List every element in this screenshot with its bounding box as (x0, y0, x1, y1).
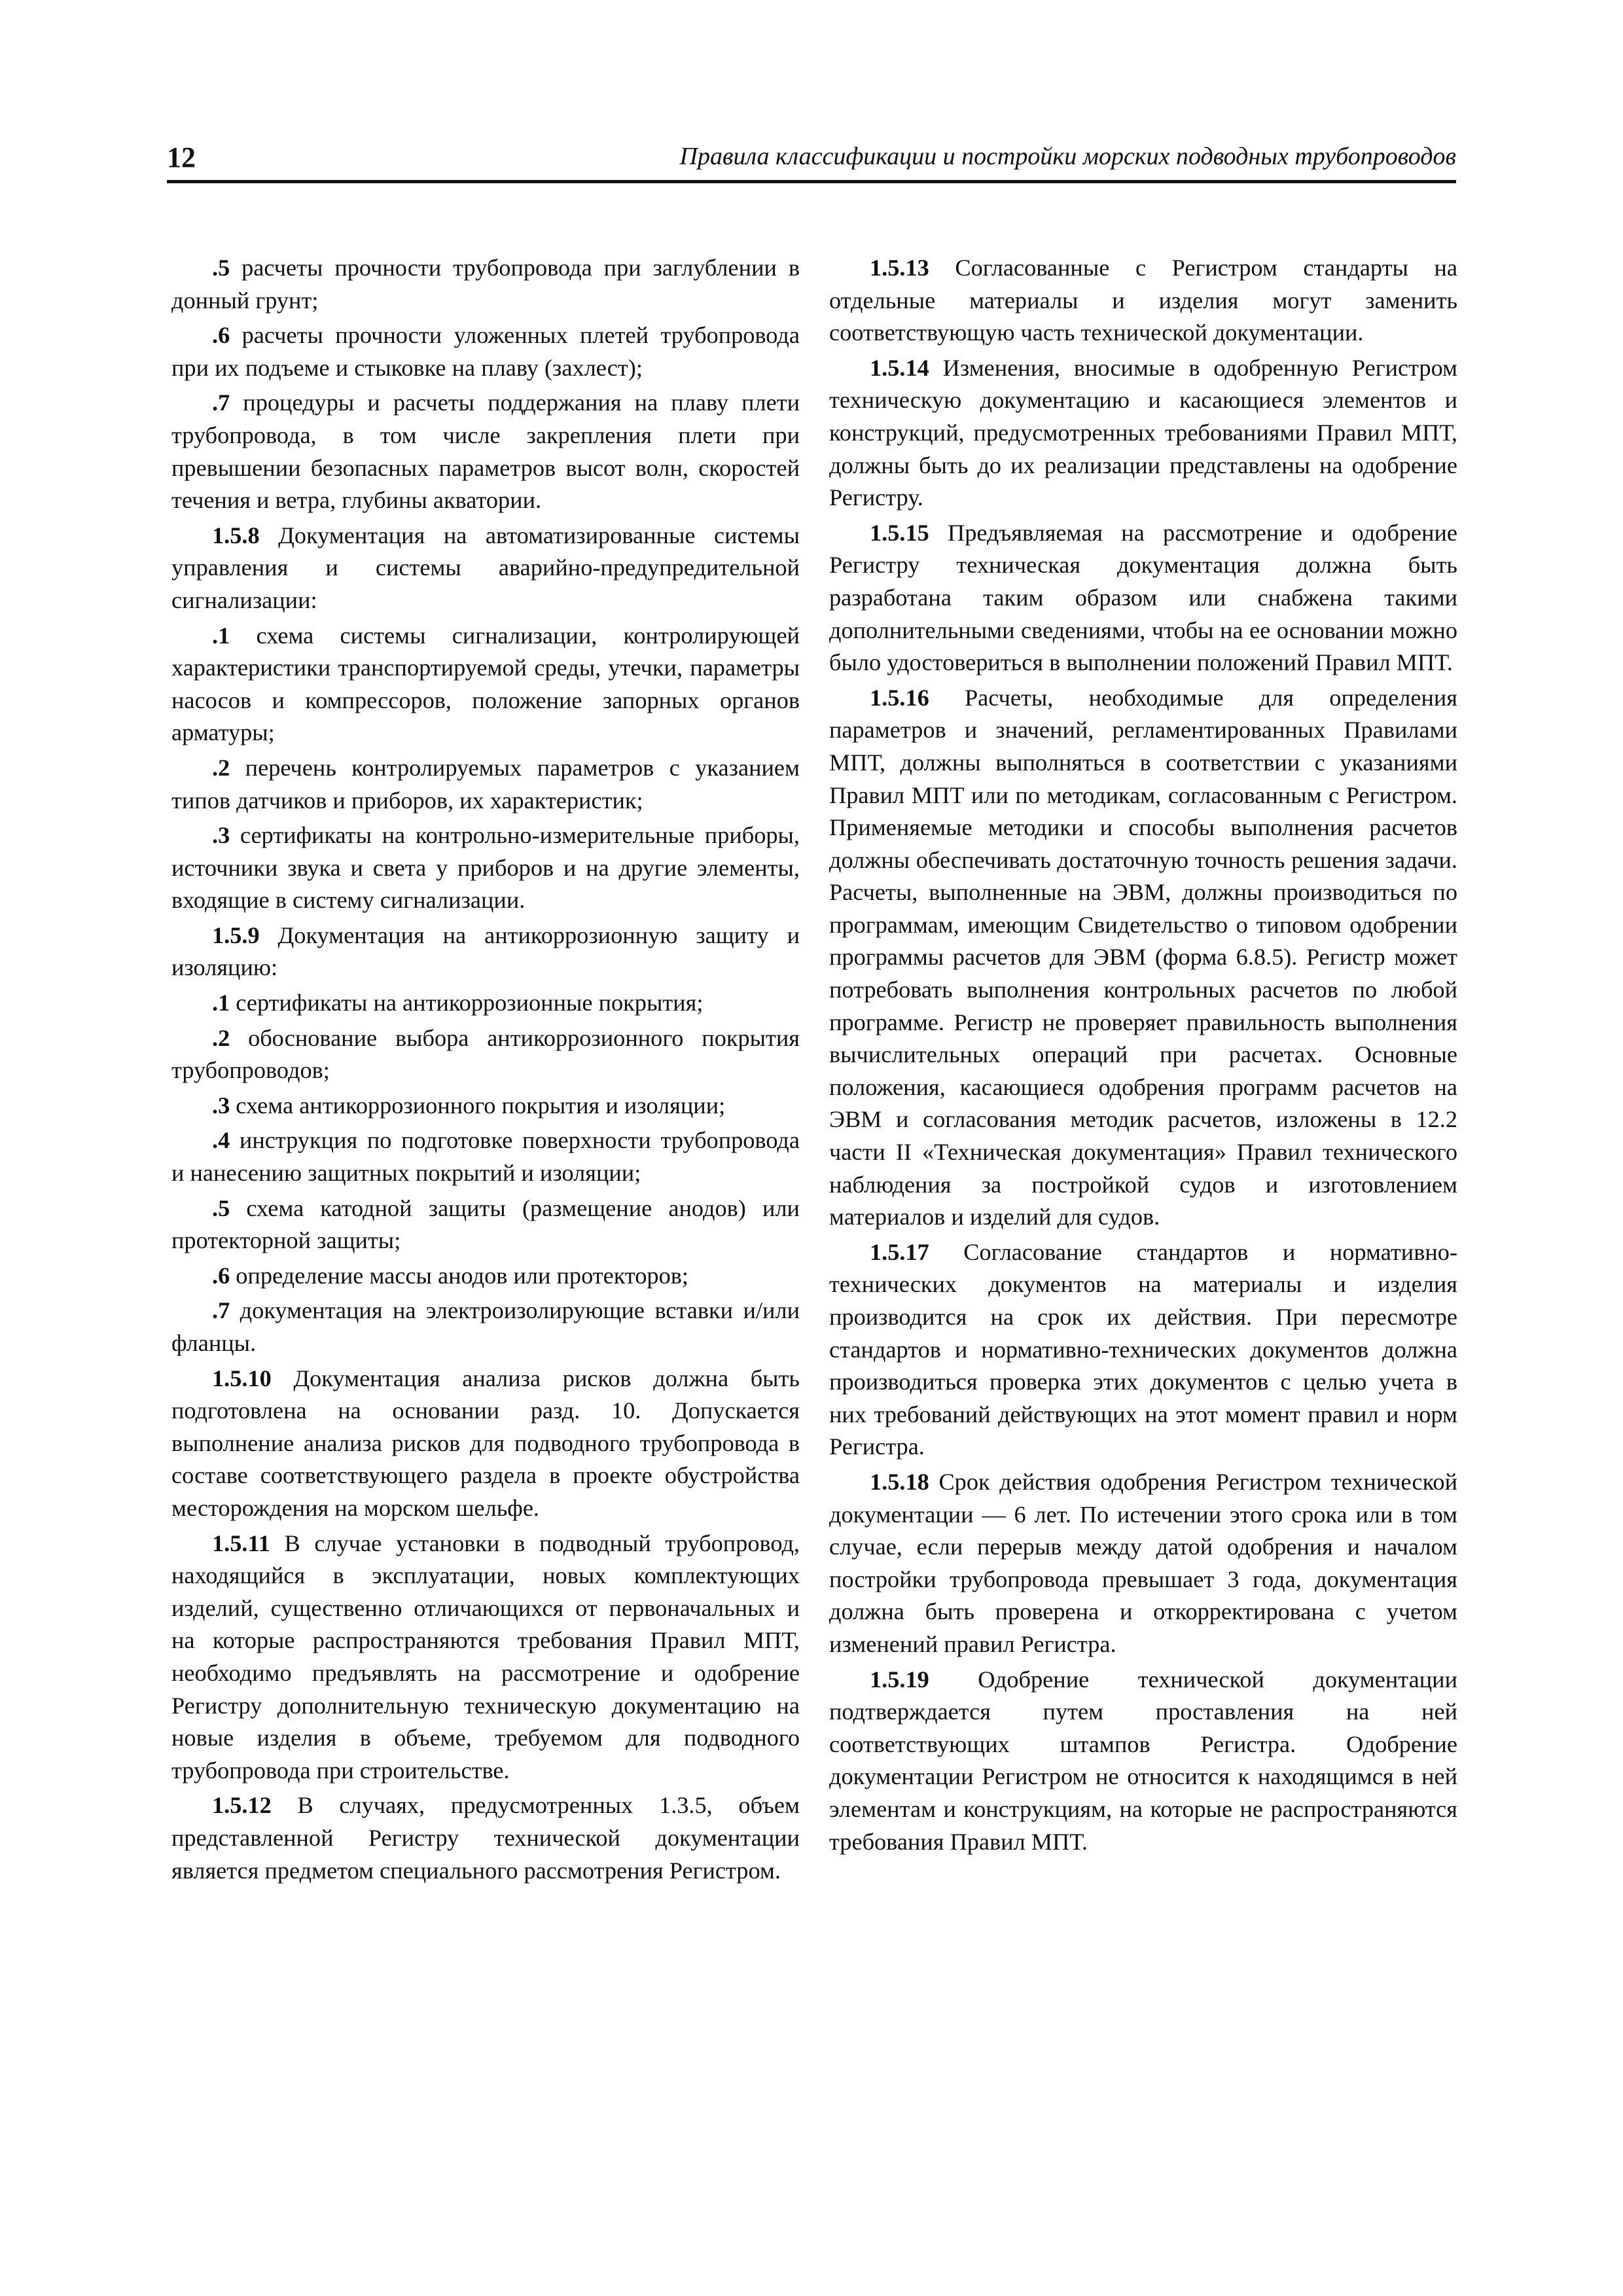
paragraph-text: схема катодной защиты (размещение анодов) или протекторной защиты; (171, 1194, 800, 1254)
item-number: .4 (212, 1127, 230, 1154)
item-number: .5 (212, 1194, 230, 1221)
left-column (171, 252, 800, 1890)
section-paragraph (829, 682, 1457, 1234)
section-number: 1.5.17 (870, 1238, 929, 1265)
paragraph-text: расчеты прочности трубопровода при заглублении в донный грунт; (171, 255, 800, 314)
section-number: 1.5.9 (212, 922, 260, 948)
paragraph-text: Предъявляемая на рассмотрение и одобрение Регистру техническая документация должна быть разработана таким образом или снабжена такими дополнительными сведениями, чтобы на ее основании можно было удостовериться в выполнении положений Правил МПТ. (829, 519, 1457, 676)
section-paragraph (829, 252, 1457, 350)
paragraph-text: Расчеты, необходимые для определения параметров и значений, регламентированных Правилами МПТ, должны выполняться в соответствии с указаниями Правил МПТ или по методикам, согласованным с Регистром. Применяемые методики и способы выполнения расчетов должны обеспечивать достаточную точность решения задачи. Расчеты, выполненные на ЭВМ, должны производиться по программам, имеющим Свидетельство о типовом одобрении программы расчетов для ЭВМ (форма 6.8.5). Регистр может потребовать выполнения контрольных расчетов по любой программе. Регистр не проверяет правильность выполнения вычислительных операций при расчетах. Основные положения, касающиеся одобрения программ расчетов на ЭВМ и согласования методик расчетов, изложены в 12.2 части II «Техническая документация» Правил технического наблюдения за постройкой судов и изготовлением материалов и изделий для судов. (829, 684, 1457, 1230)
paragraph-text: Документация на автоматизированные системы управления и системы аварийно-предупредительной сигнализации: (171, 522, 800, 613)
paragraph-text: инструкция по подготовке поверхности трубопровода и нанесению защитных покрытий и изоляции; (171, 1127, 800, 1187)
paragraph-text: определение массы анодов или протекторов; (230, 1262, 688, 1289)
paragraph-text: сертификаты на антикоррозионные покрытия; (230, 990, 704, 1016)
section-paragraph (171, 1363, 800, 1525)
paragraph (171, 1193, 800, 1257)
section-number: 1.5.8 (212, 522, 260, 548)
paragraph-text: Документация на антикоррозионную защиту и изоляцию: (171, 922, 800, 981)
paragraph-text: Согласование стандартов и нормативно-технических документов на материалы и изделия производится на срок их действия. При пересмотре стандартов и нормативно-технических документов должна производиться проверка этих документов с целью учета в них требований действующих на этот момент правил и норм Регистра. (829, 1238, 1457, 1460)
section-number: 1.5.14 (870, 354, 929, 381)
paragraph-text: сертификаты на контрольно-измерительные приборы, источники звука и света у приборов и на другие элементы, входящие в систему сигнализации. (171, 822, 800, 914)
section-paragraph (829, 352, 1457, 514)
paragraph (171, 620, 800, 749)
paragraph-text: схема антикоррозионного покрытия и изоляции; (230, 1092, 726, 1119)
section-number: 1.5.10 (212, 1365, 272, 1391)
paragraph-text: В случаях, предусмотренных 1.3.5, объем представленной Регистру технической документации является предметом специального рассмотрения Регистром. (171, 1792, 800, 1884)
section-paragraph (829, 1236, 1457, 1463)
section-paragraph (171, 1528, 800, 1787)
paragraph (171, 752, 800, 817)
section-paragraph (171, 520, 800, 617)
paragraph (171, 387, 800, 516)
item-number: .6 (212, 1262, 230, 1289)
item-number: .7 (212, 1297, 230, 1324)
paragraph-text: документация на электроизолирующие вставки и/или фланцы. (171, 1297, 800, 1356)
page-header (167, 141, 1456, 183)
section-number: 1.5.15 (870, 519, 929, 546)
section-paragraph (829, 1466, 1457, 1661)
running-title: Правила классификации и постройки морских подводных трубопроводов (679, 143, 1456, 170)
right-column (829, 252, 1457, 1861)
paragraph-text: процедуры и расчеты поддержания на плаву плети трубопровода, в том числе закрепления плети при превышении безопасных параметров высот волн, скоростей течения и ветра, глубины акватории. (171, 389, 800, 514)
paragraph (171, 252, 800, 317)
item-number: .2 (212, 1024, 230, 1051)
paragraph-text: Срок действия одобрения Регистром технической документации — 6 лет. По истечении этого срока или в том случае, если перерыв между датой одобрения и началом постройки трубопровода превышает 3 года, документация должна быть проверена и откорректирована с учетом изменений правил Регистра. (829, 1468, 1457, 1657)
paragraph (171, 319, 800, 384)
item-number: .3 (212, 822, 230, 849)
paragraph-text: Согласованные с Регистром стандарты на отдельные материалы и изделия могут заменить соответствующую часть технической документации. (829, 255, 1457, 346)
section-number: 1.5.12 (212, 1792, 272, 1819)
paragraph (171, 1090, 800, 1122)
paragraph (171, 819, 800, 917)
paragraph-text: Одобрение технической документации подтверждается путем проставления на ней соответствующих штампов Регистра. Одобрение документации Регистром не относится к находящимся в ней элементам и конструкциям, на которые не распространяются требования Правил МПТ. (829, 1666, 1457, 1855)
item-number: .1 (212, 622, 230, 649)
section-paragraph (171, 920, 800, 984)
section-number: 1.5.18 (870, 1468, 929, 1495)
section-paragraph (829, 1664, 1457, 1859)
item-number: .7 (212, 389, 230, 416)
section-number: 1.5.13 (870, 255, 929, 281)
item-number: .1 (212, 990, 230, 1016)
section-number: 1.5.19 (870, 1666, 929, 1693)
paragraph-text: Документация анализа рисков должна быть подготовлена на основании разд. 10. Допускается выполнение анализа рисков для подводного трубопровода в составе соответствующего раздела в проекте обустройства месторождения на морском шельфе. (171, 1365, 800, 1521)
paragraph (171, 1260, 800, 1293)
paragraph-text: схема системы сигнализации, контролирующей характеристики транспортируемой среды, утечки, параметры насосов и компрессоров, положение запорных органов арматуры; (171, 622, 800, 746)
paragraph-text: обоснование выбора антикоррозионного покрытия трубопроводов; (171, 1024, 800, 1084)
paragraph-text: перечень контролируемых параметров с указанием типов датчиков и приборов, их характеристик; (171, 754, 800, 814)
item-number: .3 (212, 1092, 230, 1119)
paragraph (171, 1124, 800, 1189)
paragraph (171, 1022, 800, 1087)
section-number: 1.5.16 (870, 684, 929, 711)
section-paragraph (171, 1789, 800, 1887)
section-number: 1.5.11 (212, 1530, 270, 1556)
paragraph (171, 1295, 800, 1359)
item-number: .6 (212, 322, 230, 349)
item-number: .2 (212, 754, 230, 781)
section-paragraph (829, 517, 1457, 679)
paragraph-text: расчеты прочности уложенных плетей трубопровода при их подъеме и стыковке на плаву (захлест); (171, 322, 800, 381)
page-number: 12 (167, 141, 196, 173)
paragraph-text: В случае установки в подводный трубопровод, находящийся в эксплуатации, новых комплектующих изделий, существенно отличающихся от первоначальных и на которые распространяются требования Правил МПТ, необходимо предъявлять на рассмотрение и одобрение Регистру дополнительную техническую документацию на новые изделия в объеме, требуемом для подводного трубопровода при строительстве. (171, 1530, 800, 1784)
paragraph (171, 987, 800, 1020)
paragraph-text: Изменения, вносимые в одобренную Регистром техническую документацию и касающиеся элементов и конструкций, предусмотренных требованиями Правил МПТ, должны быть до их реализации представлены на одобрение Регистру. (829, 354, 1457, 511)
item-number: .5 (212, 255, 230, 281)
